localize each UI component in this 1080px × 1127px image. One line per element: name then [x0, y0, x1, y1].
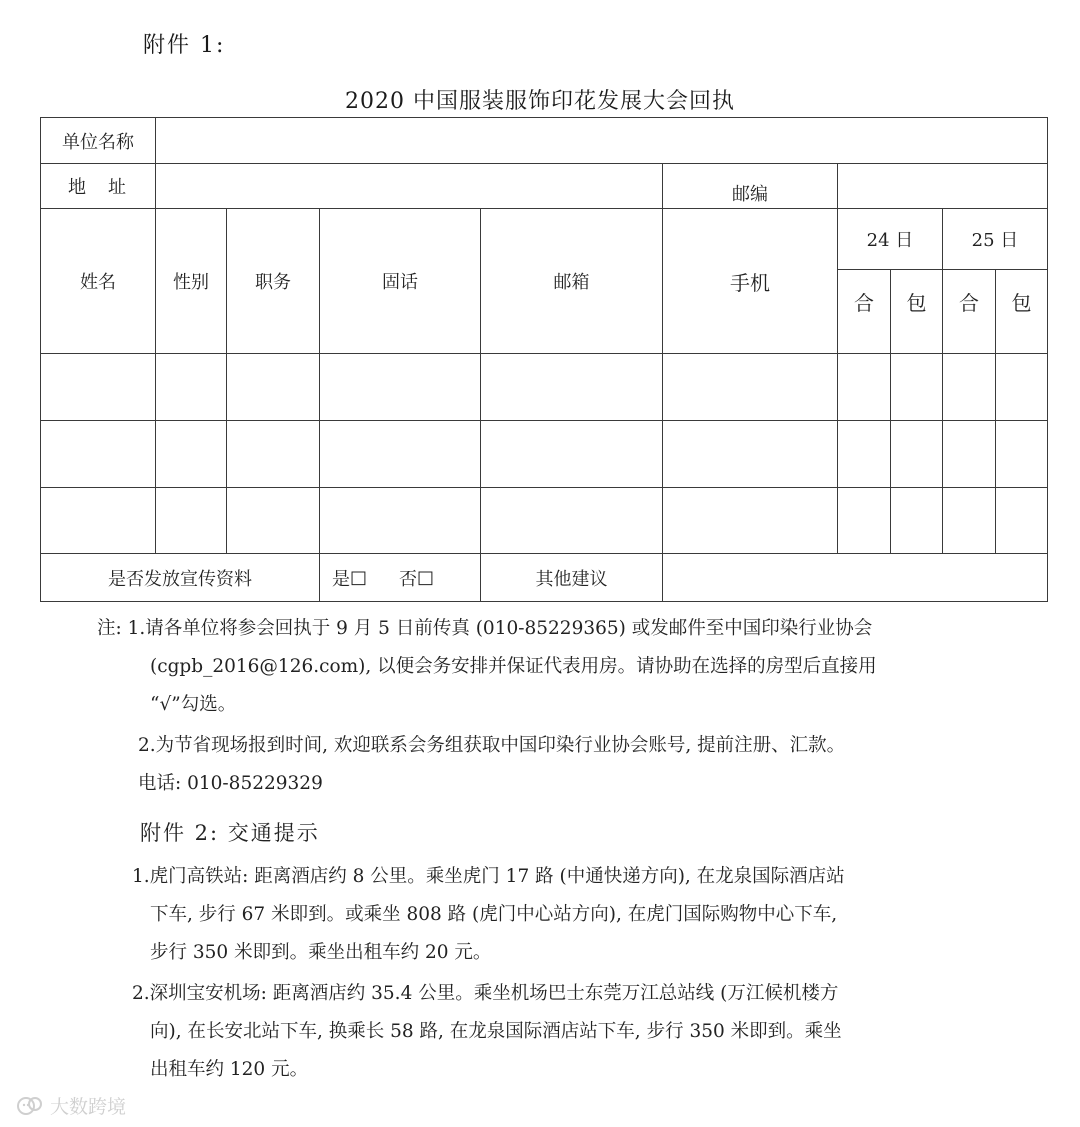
- col-header-24-private-room: 包: [906, 290, 927, 315]
- form-title: 2020 中国服装服饰印花发展大会回执: [345, 89, 735, 114]
- materials-label: 是否发放宣传资料: [108, 568, 252, 590]
- transport-2-line-2: 向), 在长安北站下车, 换乘长 58 路, 在龙泉国际酒店站下车, 步行 350 米即到。乘坐: [150, 1021, 842, 1042]
- unit-name-label: 单位名称: [62, 131, 134, 153]
- transport-2-line-1: 2.深圳宝安机场: 距离酒店约 35.4 公里。乘坐机场巴士东莞万江总站线 (万江候机楼方: [132, 983, 839, 1004]
- col-header-position: 职务: [255, 272, 291, 293]
- col-header-24-shared-room: 合: [854, 290, 874, 315]
- address-field[interactable]: [156, 164, 662, 208]
- watermark: [16, 1092, 126, 1119]
- yes-label: 是: [332, 568, 350, 590]
- col-header-day-24: 24 日: [866, 230, 914, 251]
- col-header-25-shared-room: 合: [959, 290, 979, 315]
- suggestions-label: 其他建议: [535, 568, 608, 590]
- note-2-line-2: 电话: 010-85229329: [138, 773, 323, 794]
- transport-2-line-3: 出租车约 120 元。: [150, 1059, 309, 1080]
- no-checkbox[interactable]: □: [417, 567, 435, 588]
- yes-checkbox[interactable]: □: [350, 567, 368, 588]
- note-1-line-2: (cgpb_2016@126.com), 以便会务安排并保证代表用房。请协助在选择的房型后直接用: [150, 656, 877, 677]
- no-label: 否: [399, 568, 418, 590]
- attachment-1-label: 附件 1:: [143, 33, 226, 58]
- col-header-gender: 性别: [173, 272, 209, 293]
- note-2-line-1: 2.为节省现场报到时间, 欢迎联系会务组获取中国印染行业协会账号, 提前注册、汇款。: [138, 735, 846, 756]
- col-header-day-25: 25 日: [971, 230, 1019, 251]
- col-header-mobile: 手机: [730, 270, 770, 295]
- transport-1-line-1: 1.虎门高铁站: 距离酒店约 8 公里。乘坐虎门 17 路 (中通快递方向), 在龙泉国际酒店站: [132, 866, 845, 887]
- address-label: 地 址: [68, 177, 128, 198]
- postcode-label: 邮编: [732, 184, 768, 205]
- unit-name-field[interactable]: [156, 118, 1047, 163]
- postcode-field[interactable]: [838, 164, 1047, 208]
- suggestions-field[interactable]: [663, 554, 1047, 601]
- col-header-landline: 固话: [382, 272, 418, 293]
- col-header-25-private-room: 包: [1011, 290, 1032, 315]
- note-1-line-3: “√”勾选。: [150, 694, 237, 715]
- materials-choice: [320, 554, 480, 601]
- wechat-logo-icon: [16, 1095, 44, 1117]
- watermark-text: 大数跨境: [50, 1096, 127, 1118]
- transport-1-line-3: 步行 350 米即到。乘坐出租车约 20 元。: [150, 942, 492, 963]
- note-1-line-1: 注: 1.请各单位将参会回执于 9 月 5 日前传真 (010-85229365) 或发邮件至中国印染行业协会: [97, 618, 873, 639]
- col-header-email: 邮箱: [553, 272, 590, 293]
- attachment-2-heading: 附件 2: 交通提示: [140, 821, 320, 845]
- col-header-name: 姓名: [80, 272, 116, 293]
- transport-1-line-2: 下车, 步行 67 米即到。或乘坐 808 路 (虎门中心站方向), 在虎门国际购物中心下车,: [150, 904, 838, 925]
